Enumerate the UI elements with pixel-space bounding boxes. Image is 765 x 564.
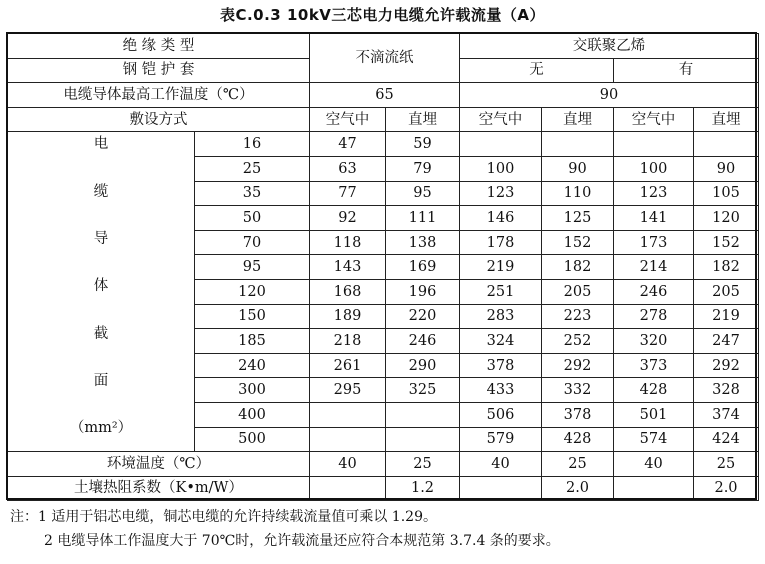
note-1: 注：1 适用于铝芯电缆，铜芯电缆的允许持续载流量值可乘以 1.29。 — [10, 509, 437, 525]
ambient-value: 40 — [310, 452, 386, 477]
ampacity-value: 141 — [614, 206, 694, 231]
ampacity-value: 152 — [694, 230, 759, 255]
ampacity-value: 105 — [694, 181, 759, 206]
ampacity-value: 63 — [310, 156, 386, 181]
ampacity-value: 574 — [614, 427, 694, 452]
soil-value — [310, 476, 386, 501]
ampacity-value: 324 — [460, 329, 542, 354]
ampacity-value: 579 — [460, 427, 542, 452]
ampacity-value: 90 — [542, 156, 614, 181]
ampacity-value: 196 — [386, 279, 460, 304]
conductor-size: 185 — [195, 329, 310, 354]
ampacity-value: 252 — [542, 329, 614, 354]
laying-buried-3: 直埋 — [694, 107, 759, 132]
conductor-size: 70 — [195, 230, 310, 255]
ambient-value: 25 — [542, 452, 614, 477]
table-row — [8, 132, 759, 157]
ampacity-value: 251 — [460, 279, 542, 304]
ampacity-value: 320 — [614, 329, 694, 354]
ampacity-value: 77 — [310, 181, 386, 206]
ampacity-value: 143 — [310, 255, 386, 280]
ampacity-value — [386, 427, 460, 452]
conductor-size: 150 — [195, 304, 310, 329]
ampacity-value: 246 — [386, 329, 460, 354]
ampacity-value: 182 — [694, 255, 759, 280]
ampacity-value: 189 — [310, 304, 386, 329]
conductor-size: 95 — [195, 255, 310, 280]
laying-buried-1: 直埋 — [386, 107, 460, 132]
ambient-value: 40 — [460, 452, 542, 477]
soil-resistivity-label: 土壤热阻系数（K•m/W） — [8, 476, 310, 501]
ampacity-value: 325 — [386, 378, 460, 403]
table-notes — [10, 505, 560, 553]
ambient-value: 40 — [614, 452, 694, 477]
ampacity-value: 506 — [460, 402, 542, 427]
ampacity-value: 125 — [542, 206, 614, 231]
cross-section-char: 截 — [93, 325, 109, 342]
ampacity-value: 219 — [694, 304, 759, 329]
cross-section-char: 缆 — [93, 183, 109, 200]
cross-section-char: 电 — [93, 136, 109, 153]
ampacity-value: 168 — [310, 279, 386, 304]
ampacity-value: 92 — [310, 206, 386, 231]
ampacity-value: 182 — [542, 255, 614, 280]
ampacity-value — [694, 132, 759, 157]
ampacity-value: 146 — [460, 206, 542, 231]
ampacity-value — [542, 132, 614, 157]
cross-section-char: 导 — [93, 231, 109, 248]
ampacity-value: 120 — [694, 206, 759, 231]
ampacity-value: 123 — [614, 181, 694, 206]
ampacity-value: 292 — [694, 353, 759, 378]
ampacity-value: 378 — [542, 402, 614, 427]
ampacity-value — [310, 402, 386, 427]
ampacity-value — [310, 427, 386, 452]
soil-value — [460, 476, 542, 501]
ampacity-value: 152 — [542, 230, 614, 255]
conductor-size: 500 — [195, 427, 310, 452]
ampacity-value: 424 — [694, 427, 759, 452]
cross-section-label — [8, 132, 195, 452]
conductor-size: 400 — [195, 402, 310, 427]
ampacity-value: 247 — [694, 329, 759, 354]
ampacity-value: 374 — [694, 402, 759, 427]
steel-armor-label: 钢 铠 护 套 — [8, 58, 310, 83]
ampacity-value: 205 — [694, 279, 759, 304]
ampacity-value: 501 — [614, 402, 694, 427]
conductor-size: 16 — [195, 132, 310, 157]
note-2: 2 电缆导体工作温度大于 70℃时，允许载流量还应符合本规范第 3.7.4 条的要求。 — [44, 533, 560, 549]
xlpe-max-temp: 90 — [460, 83, 759, 108]
ampacity-value: 138 — [386, 230, 460, 255]
ampacity-value: 111 — [386, 206, 460, 231]
ampacity-value: 292 — [542, 353, 614, 378]
ampacity-value: 123 — [460, 181, 542, 206]
paper-insulation-header: 不滴流纸 — [310, 34, 460, 83]
laying-buried-2: 直埋 — [542, 107, 614, 132]
ampacity-value: 205 — [542, 279, 614, 304]
xlpe-no-armor-header: 无 — [460, 58, 614, 83]
ampacity-value: 118 — [310, 230, 386, 255]
ampacity-value: 110 — [542, 181, 614, 206]
cross-section-char: 体 — [93, 278, 109, 295]
laying-method-label: 敷设方式 — [8, 107, 310, 132]
soil-value: 1.2 — [386, 476, 460, 501]
soil-value — [614, 476, 694, 501]
ampacity-value: 90 — [694, 156, 759, 181]
ampacity-value: 290 — [386, 353, 460, 378]
ampacity-table — [7, 33, 759, 501]
ampacity-value: 79 — [386, 156, 460, 181]
ampacity-value: 283 — [460, 304, 542, 329]
table-title: 表C.0.3 10kV三芯电力电缆允许载流量（A） — [219, 6, 546, 24]
ampacity-value — [386, 402, 460, 427]
ampacity-value: 328 — [694, 378, 759, 403]
conductor-size: 120 — [195, 279, 310, 304]
ampacity-value: 373 — [614, 353, 694, 378]
ampacity-value: 219 — [460, 255, 542, 280]
ampacity-value: 95 — [386, 181, 460, 206]
ambient-temp-label: 环境温度（℃） — [8, 452, 310, 477]
max-temp-label: 电缆导体最高工作温度（℃） — [8, 83, 310, 108]
ampacity-value — [614, 132, 694, 157]
ampacity-value — [460, 132, 542, 157]
ampacity-value: 220 — [386, 304, 460, 329]
ampacity-value: 332 — [542, 378, 614, 403]
conductor-size: 300 — [195, 378, 310, 403]
laying-air-2: 空气中 — [460, 107, 542, 132]
ampacity-value: 100 — [460, 156, 542, 181]
soil-value: 2.0 — [542, 476, 614, 501]
paper-max-temp: 65 — [310, 83, 460, 108]
laying-air-3: 空气中 — [614, 107, 694, 132]
ampacity-value: 218 — [310, 329, 386, 354]
insulation-type-label: 绝 缘 类 型 — [8, 34, 310, 59]
ampacity-value: 378 — [460, 353, 542, 378]
ampacity-value: 246 — [614, 279, 694, 304]
cross-section-unit: （mm²） — [69, 420, 133, 437]
ampacity-value: 59 — [386, 132, 460, 157]
conductor-size: 25 — [195, 156, 310, 181]
ampacity-value: 261 — [310, 353, 386, 378]
conductor-size: 35 — [195, 181, 310, 206]
ampacity-value: 173 — [614, 230, 694, 255]
ampacity-value: 169 — [386, 255, 460, 280]
laying-air-1: 空气中 — [310, 107, 386, 132]
ampacity-value: 47 — [310, 132, 386, 157]
ampacity-value: 223 — [542, 304, 614, 329]
ampacity-value: 278 — [614, 304, 694, 329]
ampacity-value: 295 — [310, 378, 386, 403]
ampacity-value: 428 — [542, 427, 614, 452]
cross-section-char: 面 — [93, 373, 109, 390]
ampacity-value: 178 — [460, 230, 542, 255]
ampacity-value: 100 — [614, 156, 694, 181]
conductor-size: 240 — [195, 353, 310, 378]
ambient-value: 25 — [694, 452, 759, 477]
conductor-size: 50 — [195, 206, 310, 231]
data-rows — [8, 132, 759, 452]
ambient-value: 25 — [386, 452, 460, 477]
xlpe-armor-header: 有 — [614, 58, 759, 83]
ampacity-value: 428 — [614, 378, 694, 403]
soil-value: 2.0 — [694, 476, 759, 501]
ampacity-value: 214 — [614, 255, 694, 280]
ampacity-value: 433 — [460, 378, 542, 403]
xlpe-insulation-header: 交联聚乙烯 — [460, 34, 759, 59]
